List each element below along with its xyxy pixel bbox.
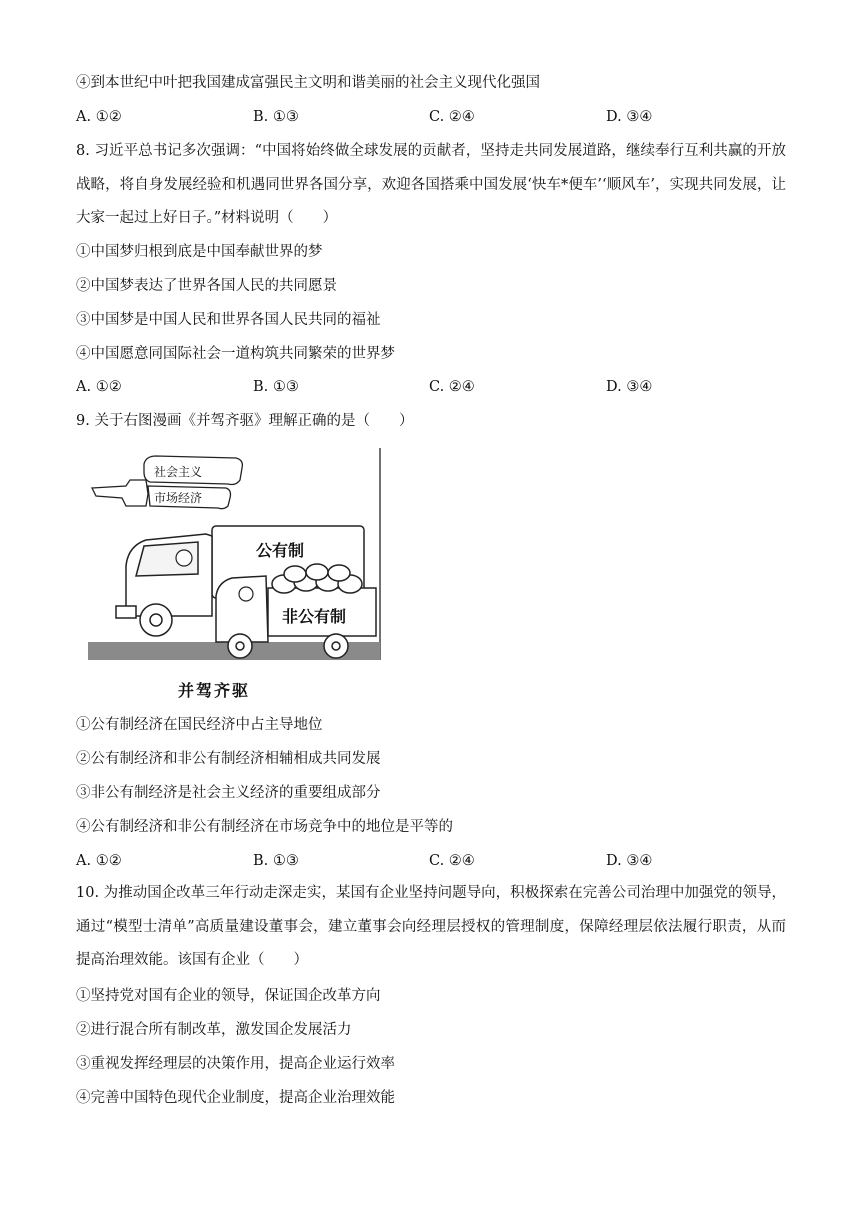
q7-option-a[interactable]: A. ①②	[76, 109, 122, 125]
cartoon-caption: 并驾齐驱	[178, 681, 251, 700]
q7-option-b[interactable]: B. ①③	[253, 109, 299, 125]
q8-option-d[interactable]: D. ③④	[606, 379, 653, 395]
q9-option-d[interactable]: D. ③④	[606, 853, 653, 869]
q8-option-c[interactable]: C. ②④	[429, 379, 475, 395]
q10-item-1: ①坚持党对国有企业的领导，保证国企改革方向	[76, 988, 381, 1004]
q7-item-4: ④到本世纪中叶把我国建成富强民主文明和谐美丽的社会主义现代化强国	[76, 75, 540, 91]
q8-option-a[interactable]: A. ①②	[76, 379, 122, 395]
q9-item-4: ④公有制经济和非公有制经济在市场竞争中的地位是平等的	[76, 819, 453, 835]
q9-item-2: ②公有制经济和非公有制经济相辅相成共同发展	[76, 751, 381, 767]
q8-option-b[interactable]: B. ①③	[253, 379, 299, 395]
big-truck-label: 公有制	[256, 541, 305, 560]
small-truck-label: 非公有制	[282, 607, 347, 626]
small-driver-icon	[239, 587, 253, 601]
q7-options	[76, 107, 796, 127]
q7-option-c[interactable]: C. ②④	[429, 109, 475, 125]
q9-option-c[interactable]: C. ②④	[429, 853, 475, 869]
sign-bottom-label: 市场经济	[154, 491, 203, 505]
q9-item-1: ①公有制经济在国民经济中占主导地位	[76, 717, 323, 733]
q10-item-2: ②进行混合所有制改革，激发国企发展活力	[76, 1022, 352, 1038]
q9-option-b[interactable]: B. ①③	[253, 853, 299, 869]
q8-item-3: ③中国梦是中国人民和世界各国人民共同的福祉	[76, 312, 381, 328]
cartoon-illustration	[86, 446, 382, 716]
q9-item-3: ③非公有制经济是社会主义经济的重要组成部分	[76, 785, 381, 801]
sign-top-label: 社会主义	[154, 465, 203, 479]
q8-stem: 8. 习近平总书记多次强调：“中国将始终做全球发展的贡献者，坚持走共同发展道路，继续奉行互利共赢的开放战略，将自身发展经验和机遇同世界各国分享，欢迎各国搭乘中国发展‘快车*便车’‘顺风车’，实现共同发展，让大家一起过上好日子。”材料说明（ ）	[76, 143, 786, 226]
q7-option-d[interactable]: D. ③④	[606, 109, 653, 125]
q8-item-1: ①中国梦归根到底是中国奉献世界的梦	[76, 244, 323, 260]
q9-options	[76, 851, 796, 871]
q10-stem: 10. 为推动国企改革三年行动走深走实，某国有企业坚持问题导向，积极探索在完善公司治理中加强党的领导，通过“模型士清单”高质量建设董事会，建立董事会向经理层授权的管理制度，保障经理层依法履行职责，从而提高治理效能。该国有企业（ ）	[76, 885, 786, 968]
q10-item-4: ④完善中国特色现代企业制度，提高企业治理效能	[76, 1090, 395, 1106]
q9-option-a[interactable]: A. ①②	[76, 853, 122, 869]
q8-item-4: ④中国愿意同国际社会一道构筑共同繁荣的世界梦	[76, 346, 395, 362]
q9-stem: 9. 关于右图漫画《并驾齐驱》理解正确的是（ ）	[76, 413, 414, 429]
q8-item-2: ②中国梦表达了世界各国人民的共同愿景	[76, 278, 337, 294]
driver-icon	[176, 550, 192, 566]
q10-item-3: ③重视发挥经理层的决策作用，提高企业运行效率	[76, 1056, 395, 1072]
q8-options	[76, 377, 796, 397]
